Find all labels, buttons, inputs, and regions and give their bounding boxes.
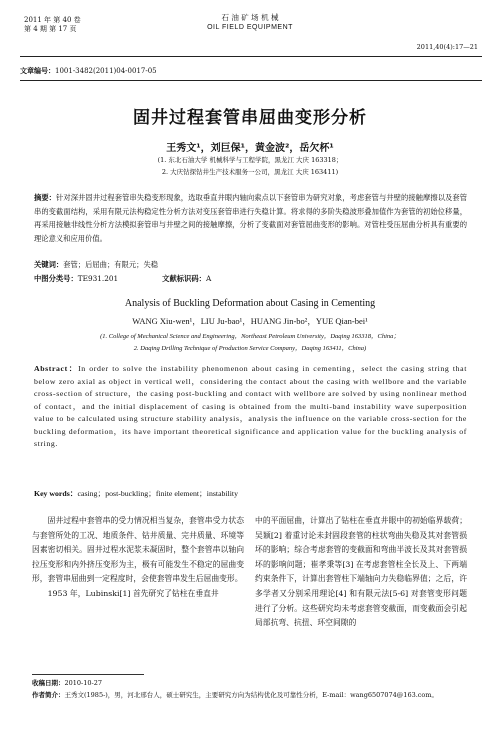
received-date: 收稿日期：2010-10-27 <box>32 679 102 687</box>
affiliation-2: 2. 大庆钻探钻井生产技术服务一公司，黑龙江 大庆 163411) <box>161 168 339 176</box>
authors-en: WANG Xiu-wen¹，LIU Ju-bao¹，HUANG Jin-bo²，YUE Qian-bei¹ <box>132 316 368 326</box>
affiliation-1: (1. 东北石油大学 机械科学与工程学院，黑龙江 大庆 163318； <box>157 156 343 164</box>
affiliation-en-2: 2. Daqing Drilling Technique of Production Service Company，Daqing 163411，China) <box>133 345 367 352</box>
body-paragraph: 中的平面屈曲，计算出了钻柱在垂直井眼中的初始临界载荷；吴颖[2] 着重讨论未封固段套管的柱状弯曲失稳及其对套管损坏的影响；综合考虑套管的变截面和弯曲半波长及其对套管损坏的影响问题；崔孝秉等[3] 在考虑套管柱全长及上、下两端约束条件下，计算出套管柱下端轴向力失稳临界值；之后，许多学者又分别采用理论[4] 和有限元法[5-6] 对套管变形问题进行了分析。这些研究均未考虑套管变截面，而变截面会引起局部抗弯、抗扭、环空间隙的 <box>255 516 467 628</box>
journal-name-en: OIL FIELD EQUIPMENT <box>207 24 293 31</box>
author-bio: 作者简介：王秀文(1985-)，男，河北邢台人，硕士研究生，主要研究方向为结构优化及可靠性分析，E-mail：wang6507074@163.com。 <box>32 691 438 699</box>
header-rule <box>20 56 482 57</box>
article-number: 文章编号：1001-3482(2011)04-0017-05 <box>20 67 157 75</box>
abstract-cn: 摘要：针对深井固井过程套管串失稳变形现象，选取垂直井眼内轴向索点以下套管串为研究对象，考虑套管与井壁的接触摩擦以及套管串的变截面结构，采用有限元法构稳定性分析方法对变压套管串进行失稳计算。将求得的多阶失稳波形叠加值作为套管的初始位移量，再采用接触非线性分析方法模拟套管串与井壁之间的接触摩擦，分析了变截面对套管屈曲变形的影响。对管柱受压屈曲分析具有重要的理论意义和应用价值。 <box>34 193 468 243</box>
classification-codes: 中图分类号：TE931.201 文献标识码：A <box>34 274 212 283</box>
issue-page: 第 4 期 第 17 页 <box>24 25 77 33</box>
body-paragraph: 1953 年，Lubinski[1] 首先研究了钻柱在垂直井 <box>47 588 219 598</box>
paper-title-en: Analysis of Buckling Deformation about Casing in Cementing <box>124 298 376 309</box>
journal-name-cn: 石 油 矿 场 机 械 <box>221 13 279 22</box>
abstract-en: Abstract：In order to solve the instability phenomenon about casing in cementing，select the casing string that below zero axial as object in vertical well，considering the contact about the casing with wellbore and the variable cross-section of structure，the casing post-buckling and contact with wellbore are solved by using nonlinear method of contact，and the initial displacement of casing is obtained from the multi-band instability wave superposition value to be calculated using structure stability analysis，analysis the influence on the variable cross-section for the buckling deformation，its have important theoretical significance and application value for the buckling analysis of string. <box>34 364 468 448</box>
year-volume: 2011 年 第 40 卷 <box>24 16 81 24</box>
running-header-center <box>0 13 500 33</box>
authors: 王秀文¹，刘巨保¹，黄金波²，岳欠杯¹ <box>166 143 334 154</box>
citation-info: 2011,40(4):17—21 <box>416 43 478 51</box>
body-paragraph: 固井过程中套管串的受力情况相当复杂，套管串受力状态与套管所处的工况、地质条件、钻井质量、完井质量、环境等因素密切相关。固井过程水泥浆未凝固时，整个套管串以轴向拉压变形和内外挤压变形为主，极有可能发生不稳定的屈曲变形，套管串屈曲到一定程度时，会使套管串发生后屈曲变形。 <box>32 516 244 584</box>
footnote-rule <box>32 674 144 675</box>
article-number-rule <box>20 80 482 81</box>
keywords-cn: 关键词：套管；后屈曲；有限元；失稳 <box>34 260 159 269</box>
paper-title: 固井过程套管串屈曲变形分析 <box>133 108 367 128</box>
body-column-right <box>255 514 467 631</box>
keywords-en: Key words：casing；post-buckling；finite element；instability <box>34 489 238 498</box>
body-column-left <box>32 514 244 602</box>
affiliation-en-1: (1. College of Mechanical Science and Engineering，Northeast Petroleum University，Daqing 163318，China； <box>100 333 400 340</box>
